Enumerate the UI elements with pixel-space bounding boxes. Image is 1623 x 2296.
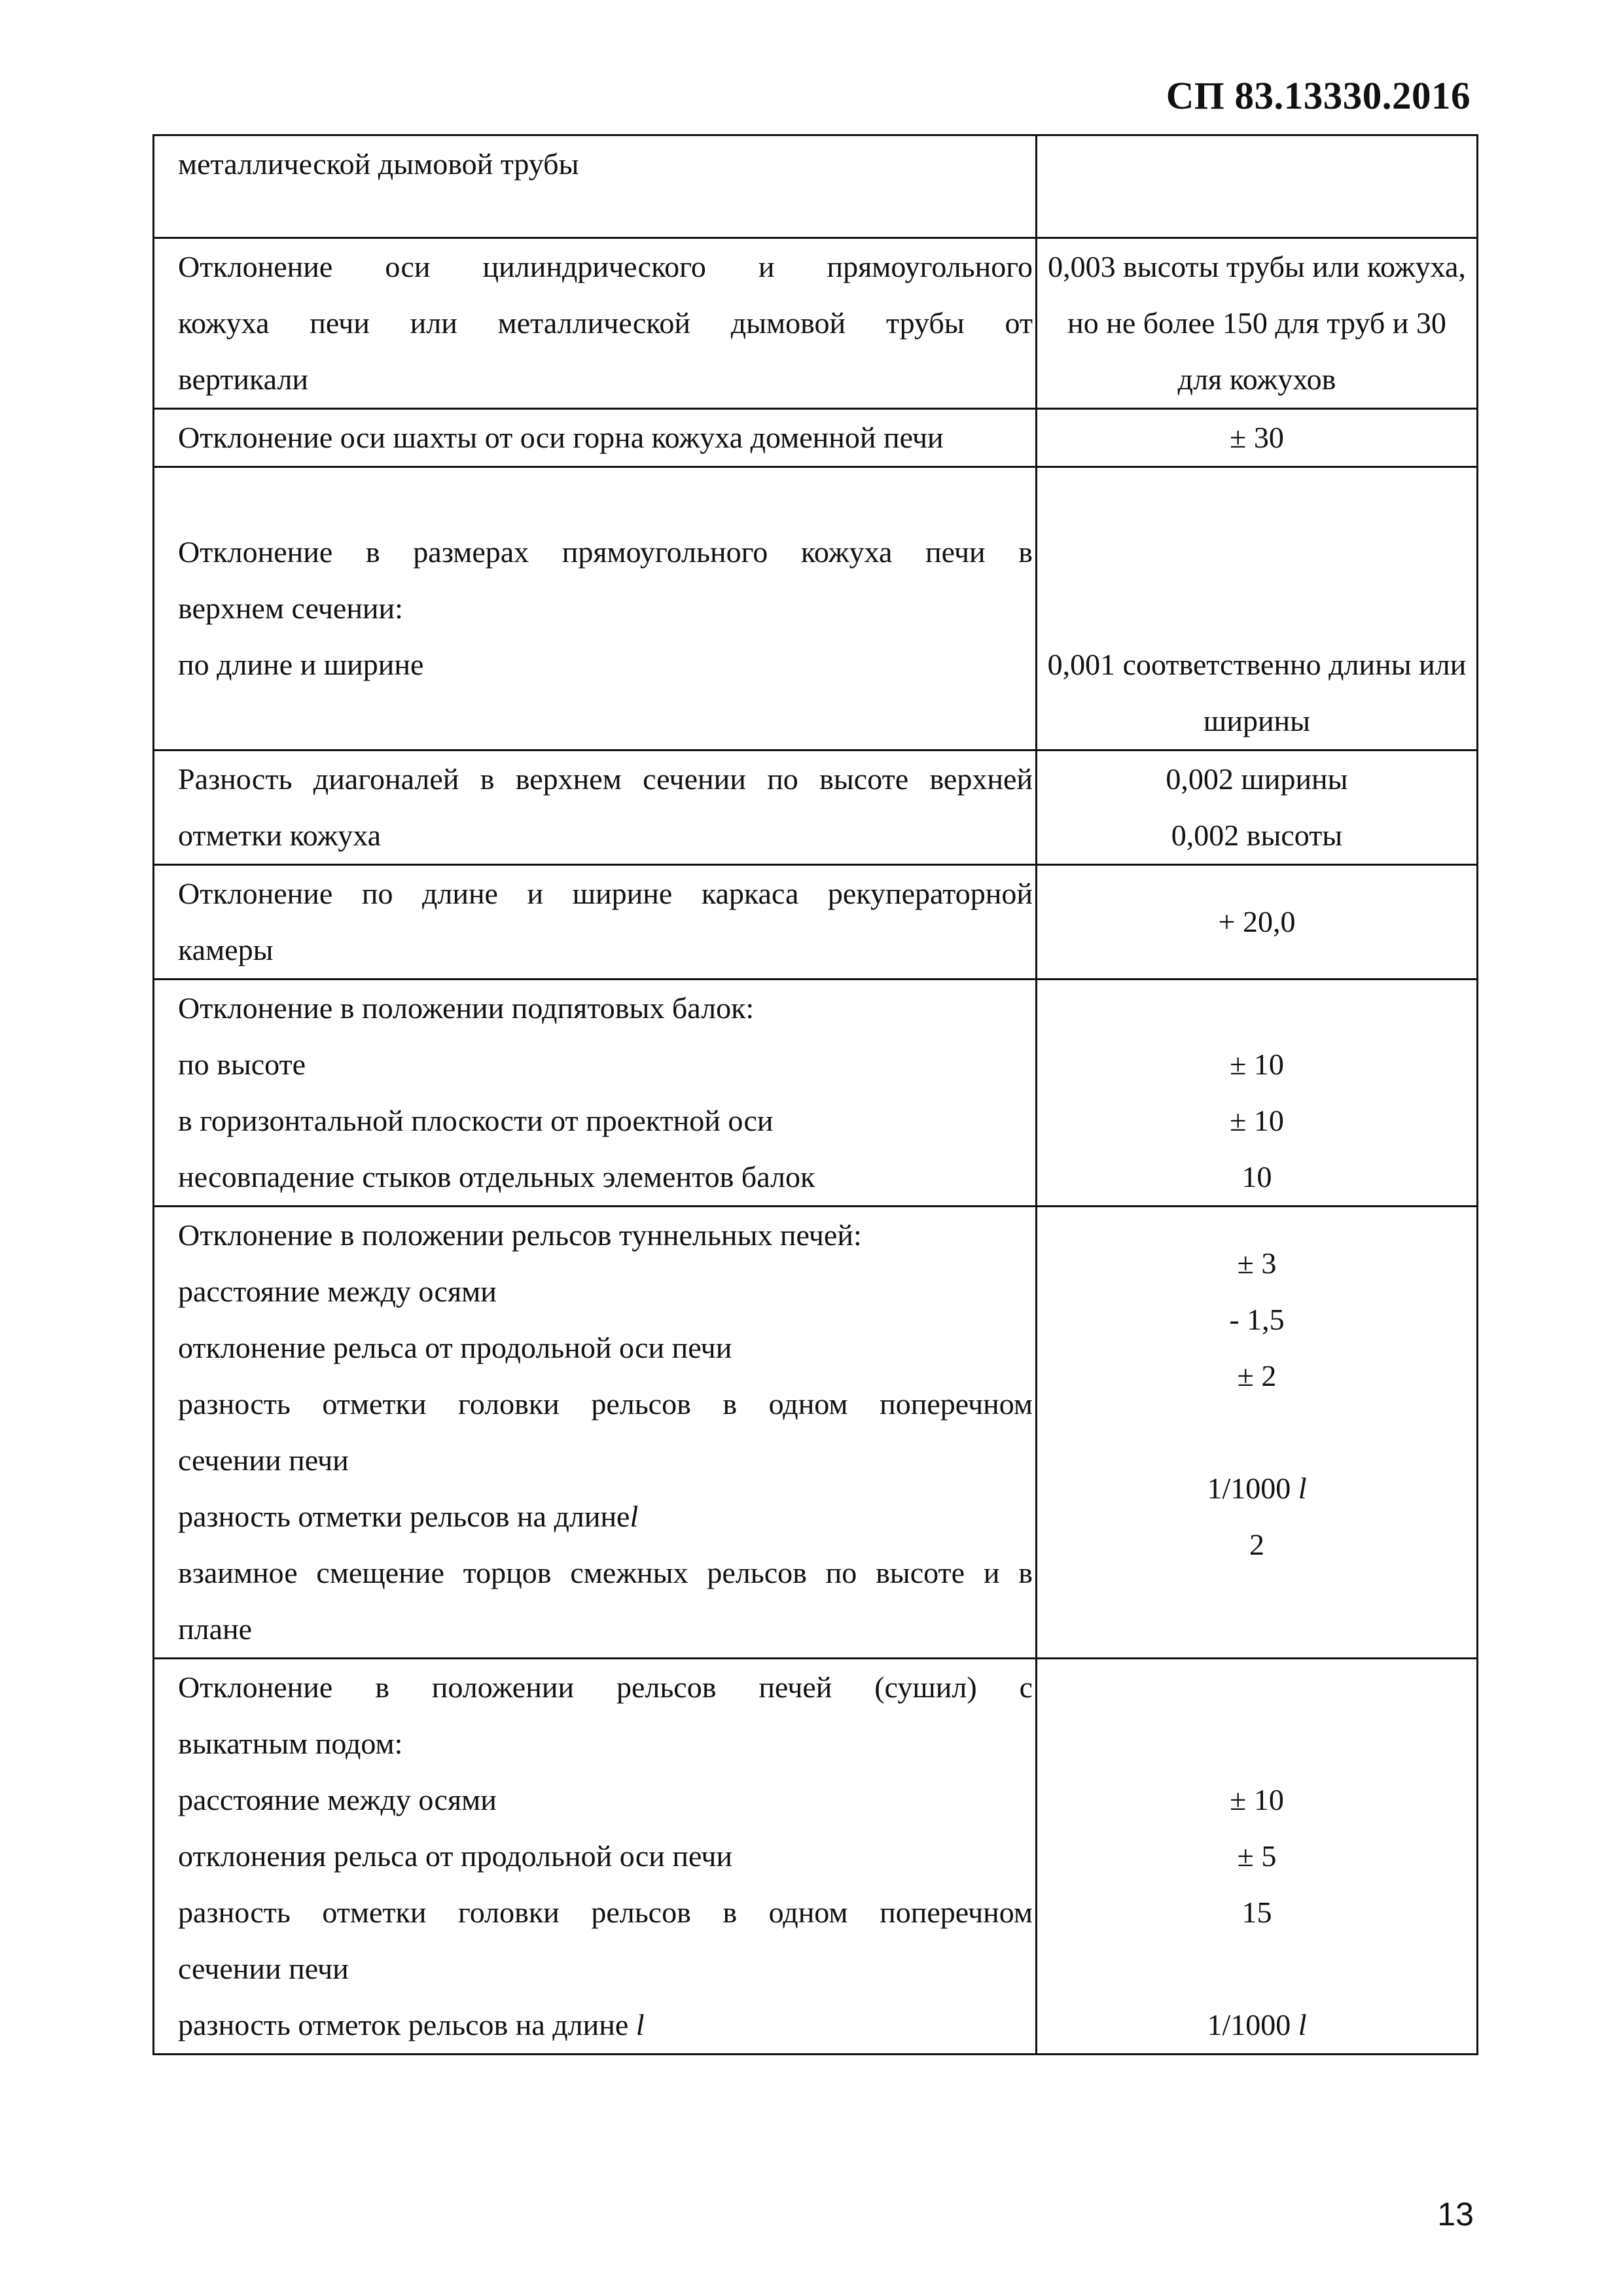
row-label <box>154 865 1037 980</box>
row-value <box>1037 980 1478 1207</box>
row-value <box>1037 865 1478 980</box>
table-row <box>154 751 1478 865</box>
label-line: сечении печи <box>178 1952 349 1985</box>
value-line: ± 10 <box>1230 1104 1284 1137</box>
value-line: для кожухов <box>1177 362 1336 396</box>
table-row <box>154 135 1478 238</box>
row-value <box>1037 409 1478 467</box>
label-line: кожуха печи или металлической дымовой трубы от <box>178 306 1033 340</box>
row-label <box>154 238 1037 409</box>
label-line: Отклонение оси шахты от оси горна кожуха доменной печи <box>178 421 944 454</box>
length-symbol: l <box>635 2008 645 2041</box>
value-line: 2 <box>1249 1528 1264 1561</box>
label-line: вертикали <box>178 362 309 396</box>
value-line: 0,002 высоты <box>1171 819 1343 852</box>
label-line: по длине и ширине <box>178 648 424 681</box>
label-line: Отклонение в положении рельсов печей (сушил) с <box>178 1670 1033 1704</box>
value-line: 10 <box>1241 1160 1272 1193</box>
page-number: 13 <box>1437 2196 1474 2233</box>
value-line: 0,003 высоты трубы или кожуха, <box>1048 250 1466 283</box>
value-line: 0,001 соответственно длины или <box>1047 648 1467 681</box>
label-line: выкатным подом: <box>178 1727 403 1760</box>
table-row <box>154 1207 1478 1659</box>
label-line: отклонение рельса от продольной оси печи <box>178 1331 732 1364</box>
value-line: ширины <box>1203 704 1311 737</box>
spacer <box>1040 1716 1474 1772</box>
value-line: ± 30 <box>1230 421 1284 454</box>
value-line: 0,002 ширины <box>1166 762 1348 796</box>
row-value <box>1037 135 1478 238</box>
label-text: разность отметки рельсов на длине <box>178 1500 630 1533</box>
value-line: + 20,0 <box>1218 905 1296 938</box>
value-line: ± 10 <box>1230 1783 1284 1816</box>
table-row <box>154 980 1478 1207</box>
tolerance-table <box>152 134 1478 2055</box>
label-line: Разность диагоналей в верхнем сечении по высоте верхней <box>178 762 1033 796</box>
label-line: Отклонение в размерах прямоугольного кожуха печи в <box>178 535 1033 569</box>
spacer <box>1040 1941 1474 1997</box>
label-line: отклонения рельса от продольной оси печи <box>178 1839 733 1873</box>
value-line: ± 2 <box>1237 1359 1277 1392</box>
value-line: 15 <box>1241 1896 1272 1929</box>
value-line <box>1040 1460 1474 1517</box>
row-value <box>1037 1659 1478 2055</box>
label-line: отметки кожуха <box>178 819 382 852</box>
row-label <box>154 1659 1037 2055</box>
spacer <box>1040 980 1474 1036</box>
value-line <box>1040 1997 1474 2053</box>
spacer <box>1040 468 1474 524</box>
table-row <box>154 467 1478 751</box>
label-line: верхнем сечении: <box>178 592 403 625</box>
row-value <box>1037 467 1478 751</box>
label-line: плане <box>178 1612 253 1646</box>
label-line: в горизонтальной плоскости от проектной оси <box>178 1104 774 1137</box>
row-label <box>154 409 1037 467</box>
row-value <box>1037 238 1478 409</box>
label-line: разность отметки головки рельсов в одном поперечном <box>178 1387 1033 1421</box>
label-line: Отклонение по длине и ширине каркаса рекуператорной <box>178 877 1033 910</box>
label-line: металлической дымовой трубы <box>178 147 579 181</box>
spacer <box>1040 1207 1474 1235</box>
label-text: разность отметок рельсов на длине <box>178 2008 629 2041</box>
value-line: но не более 150 для труб и 30 <box>1067 306 1446 340</box>
label-line: Отклонение в положении подпятовых балок: <box>178 991 755 1025</box>
label-line <box>178 1997 1033 2053</box>
spacer <box>1040 524 1474 580</box>
spacer <box>1040 1404 1474 1460</box>
table-row <box>154 1659 1478 2055</box>
table-row <box>154 865 1478 980</box>
row-value <box>1037 1207 1478 1659</box>
length-symbol: l <box>630 1500 639 1533</box>
row-label <box>154 751 1037 865</box>
label-line: расстояние между осями <box>178 1783 497 1816</box>
label-line: камеры <box>178 933 274 966</box>
spacer <box>178 468 1033 524</box>
label-line: Отклонение в положении рельсов туннельных печей: <box>178 1218 862 1252</box>
length-symbol: l <box>1298 1472 1307 1505</box>
value-line: ± 5 <box>1237 1839 1277 1873</box>
length-symbol: l <box>1298 2008 1307 2041</box>
table-row <box>154 409 1478 467</box>
label-line: несовпадение стыков отдельных элементов балок <box>178 1160 815 1193</box>
row-label <box>154 135 1037 238</box>
value-line: ± 3 <box>1237 1246 1277 1280</box>
spacer <box>178 693 1033 749</box>
label-line: взаимное смещение торцов смежных рельсов по высоте и в <box>178 1556 1033 1589</box>
value-line: ± 10 <box>1230 1048 1284 1081</box>
spacer <box>1040 580 1474 637</box>
label-line <box>178 1489 1033 1545</box>
value-text: 1/1000 <box>1207 1472 1291 1505</box>
label-line: расстояние между осями <box>178 1275 497 1308</box>
row-label <box>154 980 1037 1207</box>
row-label <box>154 1207 1037 1659</box>
label-line: по высоте <box>178 1048 306 1081</box>
label-line: Отклонение оси цилиндрического и прямоугольного <box>178 250 1033 283</box>
document-code: СП 83.13330.2016 <box>1166 74 1471 117</box>
value-text: 1/1000 <box>1207 2008 1291 2041</box>
row-label <box>154 467 1037 751</box>
value-line: - 1,5 <box>1229 1303 1285 1336</box>
table-row <box>154 238 1478 409</box>
label-line: сечении печи <box>178 1443 349 1477</box>
spacer <box>1040 1659 1474 1716</box>
row-value <box>1037 751 1478 865</box>
label-line: разность отметки головки рельсов в одном поперечном <box>178 1896 1033 1929</box>
